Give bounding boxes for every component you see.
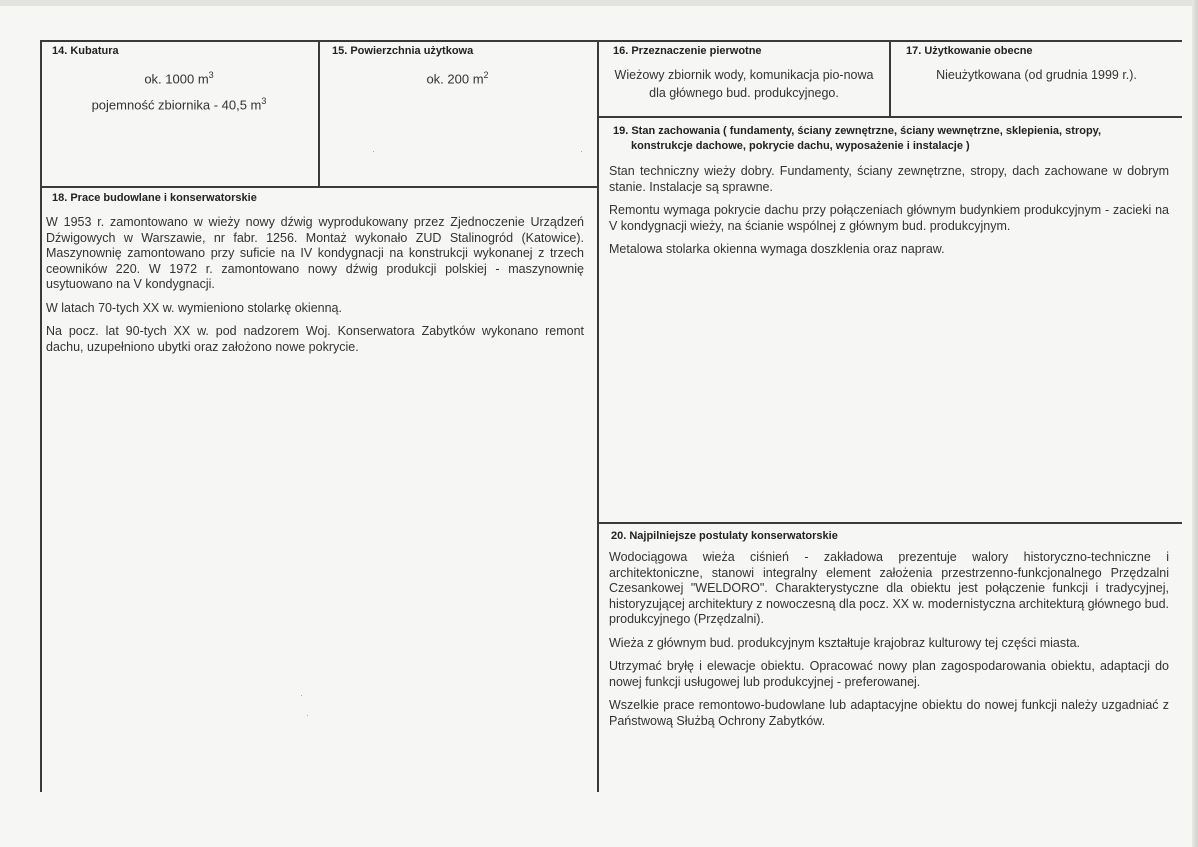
grid-line-row1-right: [598, 116, 1182, 118]
grid-top-line: [40, 40, 1182, 42]
scan-top-edge: [0, 0, 1198, 6]
field-14-volume-text: ok. 1000 m: [144, 71, 209, 87]
field-20-paragraph-4: Wszelkie prace remontowo-budowlane lub adaptacyjne obiektu do nowej funkcji należy uzgadniać z Państwową Służbą Ochrony Zabytków.: [609, 698, 1169, 728]
field-18-body: [46, 215, 584, 363]
field-19-body: [609, 164, 1169, 266]
scan-speck: ·: [372, 146, 375, 156]
field-19-paragraph-2: Remontu wymaga pokrycie dachu przy połączeniach głównym budynkiem produkcyjnym - zacieki na V kondygnacji wieży, na ścianie wspólnej z głównym bud. produkcyjnym.: [609, 203, 1169, 233]
field-16-text: Wieżowy zbiornik wody, komunikacja pio-nowa dla głównego bud. produkcyjnego.: [614, 68, 874, 100]
grid-center-divider: [597, 40, 599, 792]
field-18-paragraph-2: W latach 70-tych XX w. wymieniono stolarkę okienną.: [46, 300, 342, 315]
field-17-label: 17. Użytkowanie obecne: [906, 45, 1033, 57]
field-15-area: [318, 66, 597, 88]
field-19-paragraph-3: Metalowa stolarka okienna wymaga doszklenia oraz napraw.: [609, 242, 945, 256]
grid-divider-14-15: [318, 40, 320, 186]
field-19-label: [613, 124, 1173, 154]
field-18-paragraph-1: W 1953 r. zamontowano w wieży nowy dźwig wyprodukowany przez Zjednoczenie Urządzeń Dźwigowych w Warszawie, nr fabr. 1256. Montaż wykonało ZUD Stalinogród (Katowice). Maszynownię zamontowano przy suficie na IV kondygnacji na konstrukcji wykonanej z trzech ceowników 220. W 1972 r. zamontowano nowy dźwig produkcji polskiej - maszynownię usytuowano na V kondygnacji.: [46, 215, 584, 291]
field-15-area-unit-exp: 2: [483, 70, 489, 80]
field-20-paragraph-2: Wieża z głównym bud. produkcyjnym kształtuje krajobraz kulturowy tej części miasta.: [609, 635, 1081, 650]
field-14-tank-capacity: [40, 92, 318, 114]
scan-speck: ·: [300, 690, 303, 700]
scan-right-edge: [1192, 0, 1198, 847]
field-20-paragraph-1: Wodociągowa wieża ciśnień - zakładowa prezentuje walory historyczno-techniczne i architektoniczne, stanowi integralny element założenia przestrzenno-funkcjonalnego Przędzalni Czesankowej "WELDORO". Charakterystyczne dla obiektu jest połączenie funkcji i tradycyjnej, historyzującej architektury z nowoczesną dla pocz. XX w. modernistyczna architekturą głównego bud. produkcyjnego (Przędzalni).: [609, 550, 1170, 626]
scan-speck: ·: [580, 146, 583, 156]
field-20-label: 20. Najpilniejsze postulaty konserwatorskie: [611, 530, 838, 542]
field-14-tank-text: pojemność zbiornika - 40,5 m: [91, 97, 262, 113]
field-15-label: 15. Powierzchnia użytkowa: [332, 45, 474, 57]
field-18-label: 18. Prace budowlane i konserwatorskie: [52, 192, 257, 204]
field-18-paragraph-3: Na pocz. lat 90-tych XX w. pod nadzorem Woj. Konserwatora Zabytków wykonano remont dachu, uzupełniono ubytki oraz założono nowe pokrycie.: [46, 324, 584, 354]
grid-line-row2-left: [40, 186, 598, 188]
field-14-label: 14. Kubatura: [52, 45, 119, 57]
field-14-volume: [40, 66, 318, 88]
field-19-label-line-2: konstrukcje dachowe, pokrycie dachu, wyposażenie i instalacje ): [631, 140, 970, 152]
field-17-text: Nieużytkowana (od grudnia 1999 r.).: [936, 68, 1137, 82]
scan-speck: ·: [306, 710, 309, 720]
field-20-paragraph-3: Utrzymać bryłę i elewacje obiektu. Opracować nowy plan zagospodarowania obiektu, adaptacji do nowej funkcji usługowej lub produkcyjnej - preferowanej.: [609, 659, 1169, 689]
grid-line-row3-right: [598, 522, 1182, 524]
field-20-body: [609, 550, 1169, 737]
field-19-paragraph-1: Stan techniczny wieży dobry. Fundamenty, ściany zewnętrzne, stropy, dach zachowane w dobrym stanie. Instalacje są sprawne.: [609, 164, 1169, 194]
field-16-label: 16. Przeznaczenie pierwotne: [613, 45, 762, 57]
field-14-volume-unit-exp: 3: [208, 70, 214, 80]
field-15-area-text: ok. 200 m: [426, 71, 484, 87]
grid-left-border: [40, 40, 42, 792]
field-19-label-line-1: 19. Stan zachowania ( fundamenty, ściany zewnętrzne, ściany wewnętrzne, sklepienia, stropy,: [613, 125, 1102, 137]
field-14-tank-unit-exp: 3: [261, 96, 267, 106]
